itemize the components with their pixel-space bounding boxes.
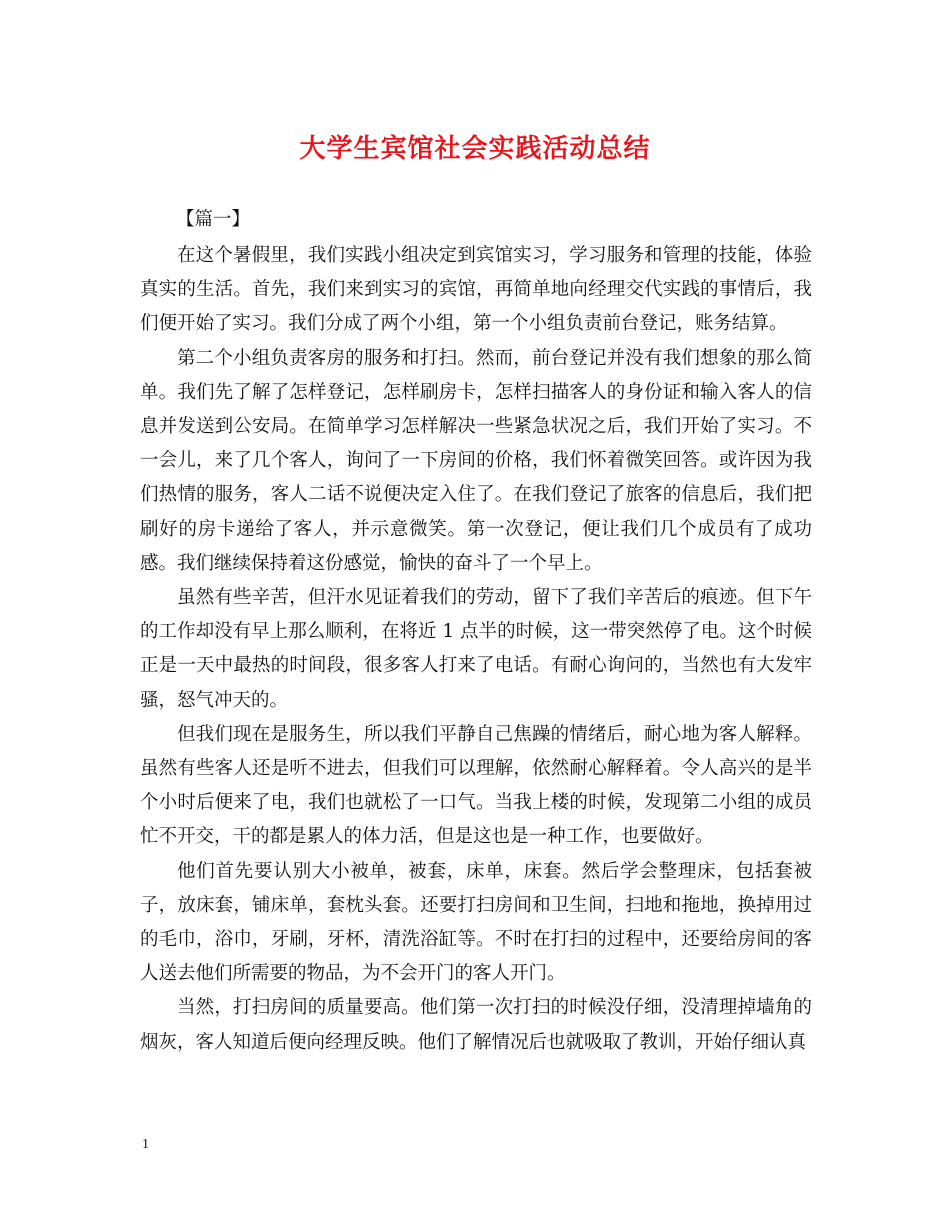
paragraph-2: 第二个小组负责客房的服务和打扫。然而，前台登记并没有我们想象的那么简单。我们先了解了怎样登记，怎样刷房卡，怎样扫描客人的身份证和输入客人的信息并发送到公安局。在简单学习怎样解决一些紧急状况之后，我们开始了实习。不一会儿，来了几个客人，询问了一下房间的价格，我们怀着微笑回答。或许因为我们热情的服务，客人二话不说便决定入住了。在我们登记了旅客的信息后，我们把刷好的房卡递给了客人，并示意微笑。第一次登记，便让我们几个成员有了成功感。我们继续保持着这份感觉，愉快的奋斗了一个早上。	[140, 347, 812, 574]
body-text	[140, 239, 812, 1060]
section-label: 【篇一】	[176, 209, 251, 230]
page-number: 1	[142, 1137, 149, 1152]
document-title: 大学生宾馆社会实践活动总结	[299, 134, 651, 164]
paragraph-6: 当然，打扫房间的质量要高。他们第一次打扫的时候没仔细，没清理掉墙角的烟灰，客人知道后便向经理反映。他们了解情况后也就吸取了教训，开始仔细认真	[140, 997, 812, 1053]
paragraph-1: 在这个暑假里，我们实践小组决定到宾馆实习，学习服务和管理的技能，体验真实的生活。首先，我们来到实习的宾馆，再简单地向经理交代实践的事情后，我们便开始了实习。我们分成了两个小组，第一个小组负责前台登记，账务结算。	[140, 245, 812, 335]
paragraph-5: 他们首先要认别大小被单，被套，床单，床套。然后学会整理床，包括套被子，放床套，铺床单，套枕头套。还要打扫房间和卫生间，扫地和拖地，换掉用过的毛巾，浴巾，牙刷，牙杯，清洗浴缸等。不时在打扫的过程中，还要给房间的客人送去他们所需要的物品，为不会开门的客人开门。	[140, 860, 812, 985]
paragraph-3: 虽然有些辛苦，但汗水见证着我们的劳动，留下了我们辛苦后的痕迹。但下午的工作却没有早上那么顺利，在将近 1 点半的时候，这一带突然停了电。这个时候正是一天中最热的时间段，很多客人打来了电话。有耐心询问的，当然也有大发牢骚，怒气冲天的。	[140, 587, 812, 711]
paragraph-4: 但我们现在是服务生，所以我们平静自己焦躁的情绪后，耐心地为客人解释。虽然有些客人还是听不进去，但我们可以理解，依然耐心解释着。令人高兴的是半个小时后便来了电，我们也就松了一口气。当我上楼的时候，发现第二小组的成员忙不开交，干的都是累人的体力活，但是这也是一种工作，也要做好。	[140, 723, 812, 848]
